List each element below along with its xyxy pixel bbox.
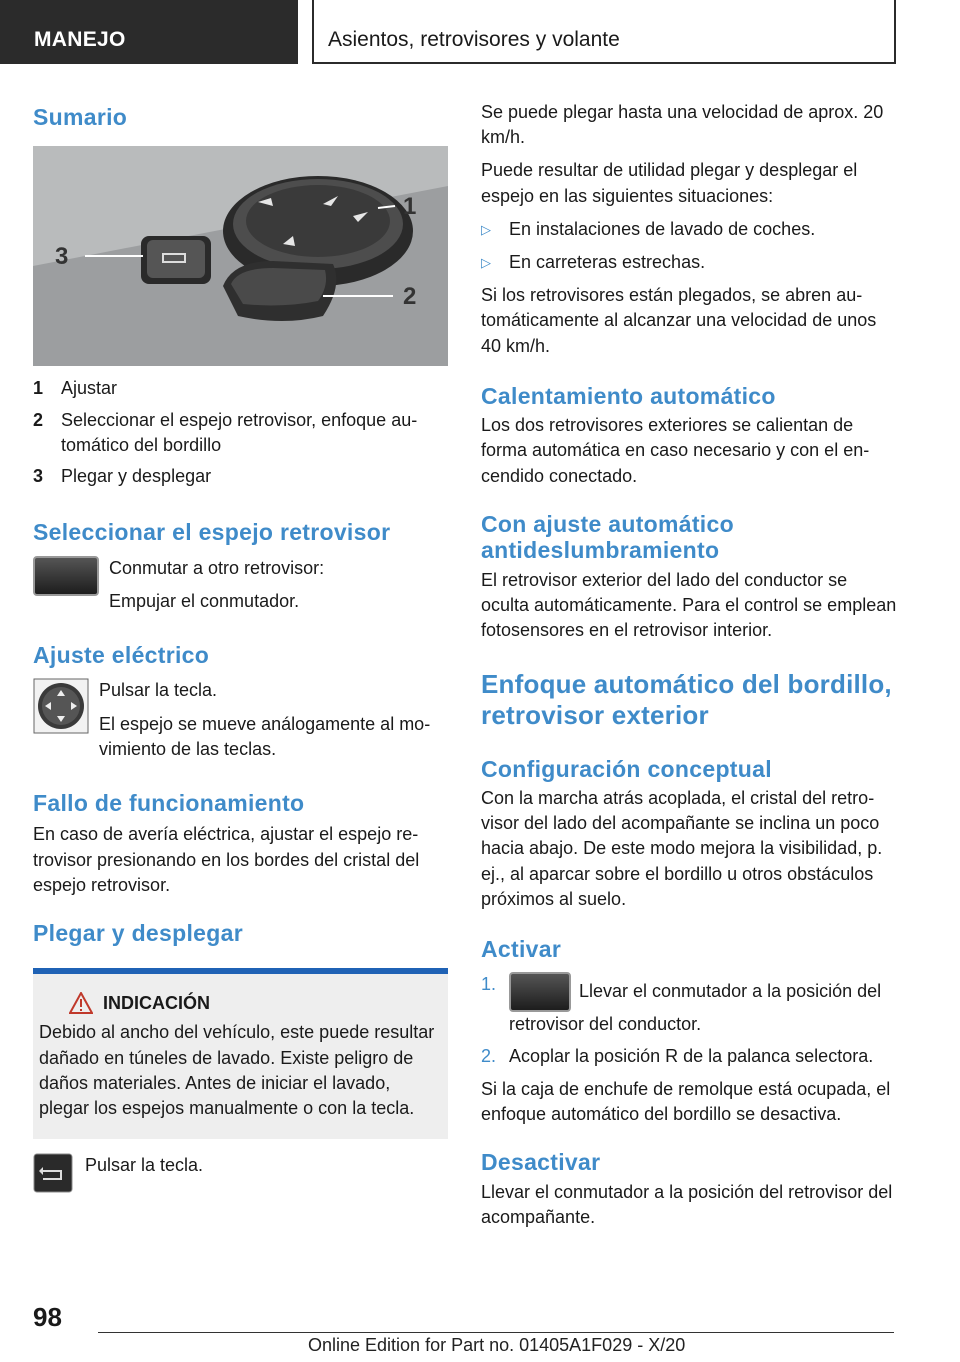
antidazzle-heading: Con ajuste automático antideslumbramiento (481, 510, 734, 564)
mirror-adjust-dial-icon (33, 678, 89, 734)
heating-heading: Calentamiento automático (481, 382, 776, 409)
step-number: 1. (481, 974, 497, 995)
photo-label-1: 1 (403, 193, 417, 221)
fault-heading: Fallo de funcionamiento (33, 790, 305, 816)
deactivate-heading: Desactivar (481, 1149, 601, 1176)
notice-text: Debido al ancho del vehículo, este puede resultar dañado en túneles de lavado. Existe peligro de daños materiales. Antes de iniciar el lavado, plegar los espejos manualmente o con la tecla. (39, 1022, 435, 1118)
electric-adjust-block (33, 678, 448, 762)
legend-text: Plegar y desplegar (61, 466, 212, 486)
step-text: Acoplar la posición R de la palanca selectora. (509, 1045, 874, 1066)
mirror-controls-illustration (33, 146, 448, 366)
legend-item (33, 376, 448, 401)
right-column (481, 100, 899, 1230)
notice-header (69, 992, 440, 1014)
step-text (509, 972, 899, 1037)
electric-adjust-heading: Ajuste eléctrico (33, 642, 210, 668)
sumario-heading: Sumario (33, 104, 128, 130)
curb-tilt-heading: Enfoque automático del bordillo, retrovisor exterior (481, 669, 892, 731)
chapter-tab (312, 0, 896, 64)
trailer-note-text: Si la caja de enchufe de remolque está ocupada, el enfoque automático del bordillo se desactiva. (481, 1078, 891, 1124)
legend-number: 2 (33, 409, 44, 430)
list-item-text: En carreteras estrechas. (509, 251, 706, 272)
list-item-text: En instalaciones de lavado de coches. (509, 218, 816, 239)
deactivate-text: Llevar el conmutador a la posición del retrovisor del acompañante. (481, 1181, 893, 1227)
legend-number: 1 (33, 378, 44, 399)
fold-heading: Plegar y desplegar (33, 920, 243, 946)
fold-button-icon (33, 1153, 73, 1193)
section-tab (0, 0, 298, 64)
activate-heading: Activar (481, 935, 562, 962)
legend-number: 3 (33, 466, 44, 486)
list-item (481, 217, 899, 242)
triangle-bullet-icon: ▷ (481, 221, 491, 237)
photo-label-2: 2 (403, 283, 417, 311)
step-number: 2. (481, 1045, 497, 1066)
auto-unfold-text: Si los retrovisores están plegados, se abren automáticamente al alcanzar una velocidad de unos 40 km/h. (481, 285, 877, 356)
activate-step (481, 1044, 899, 1069)
page-number: 98 (33, 1302, 62, 1332)
activate-step (481, 972, 899, 1037)
legend-item (33, 408, 448, 458)
step-text-content: Llevar el conmutador a la posición del retrovisor del conductor. (509, 981, 882, 1035)
fold-usage-text: Puede resultar de utilidad plegar y desplegar el espejo en las siguientes situaciones: (481, 160, 858, 206)
warning-icon (69, 992, 93, 1014)
fold-action-block (33, 1153, 448, 1193)
heating-text: Los dos retrovisores exteriores se calientan de forma automática en caso necesario y con el encendido conectado. (481, 415, 870, 486)
legend-item (33, 464, 448, 489)
fault-text: En caso de avería eléctrica, ajustar el espejo retrovisor presionando en los bordes del cristal del espejo retrovisor. (33, 824, 420, 895)
notice-heading: INDICACIÓN (103, 992, 210, 1013)
legend-text: Seleccionar el espejo retrovisor, enfoque automático del bordillo (61, 409, 418, 455)
electric-line-2: El espejo se mueve análogamente al movimiento de las teclas. (99, 713, 431, 759)
triangle-bullet-icon: ▷ (481, 254, 491, 270)
photo-legend (33, 376, 448, 489)
select-mirror-block (33, 556, 448, 614)
legend-text: Ajustar (61, 378, 118, 399)
select-line-1: Conmutar a otro retrovisor: (109, 557, 325, 578)
mirror-switch-icon (509, 972, 571, 1012)
mirror-switch-icon (33, 556, 99, 596)
list-item (481, 250, 899, 275)
footer-divider (98, 1332, 894, 1333)
select-mirror-heading: Seleccionar el espejo retrovisor (33, 519, 391, 546)
electric-line-1: Pulsar la tecla. (99, 680, 218, 701)
section-title: MANEJO (34, 28, 126, 51)
fold-action-text: Pulsar la tecla. (85, 1155, 204, 1176)
mirror-controls-photo (33, 146, 448, 366)
photo-label-3: 3 (55, 243, 69, 271)
concept-text: Con la marcha atrás acoplada, el cristal del retrovisor del lado del acompañante se inclina un poco hacia abajo. De este modo mejora la visibilidad, p. ej., al aparcar sobre el bordillo u otros obstáculos próximos al suelo. (481, 787, 883, 909)
chapter-title: Asientos, retrovisores y volante (328, 28, 620, 51)
antidazzle-text: El retrovisor exterior del lado del conductor se oculta automáticamente. Para el control se emplean fotosensores en el retrovisor interior. (481, 569, 897, 640)
notice-box (33, 968, 448, 1139)
select-line-2: Empujar el conmutador. (109, 590, 300, 611)
left-column (33, 100, 448, 1193)
edition-footer: Online Edition for Part no. 01405A1F029 - X/20 (308, 1335, 686, 1355)
concept-heading: Configuración conceptual (481, 755, 772, 782)
fold-speed-text: Se puede plegar hasta una velocidad de aprox. 20 km/h. (481, 102, 884, 148)
